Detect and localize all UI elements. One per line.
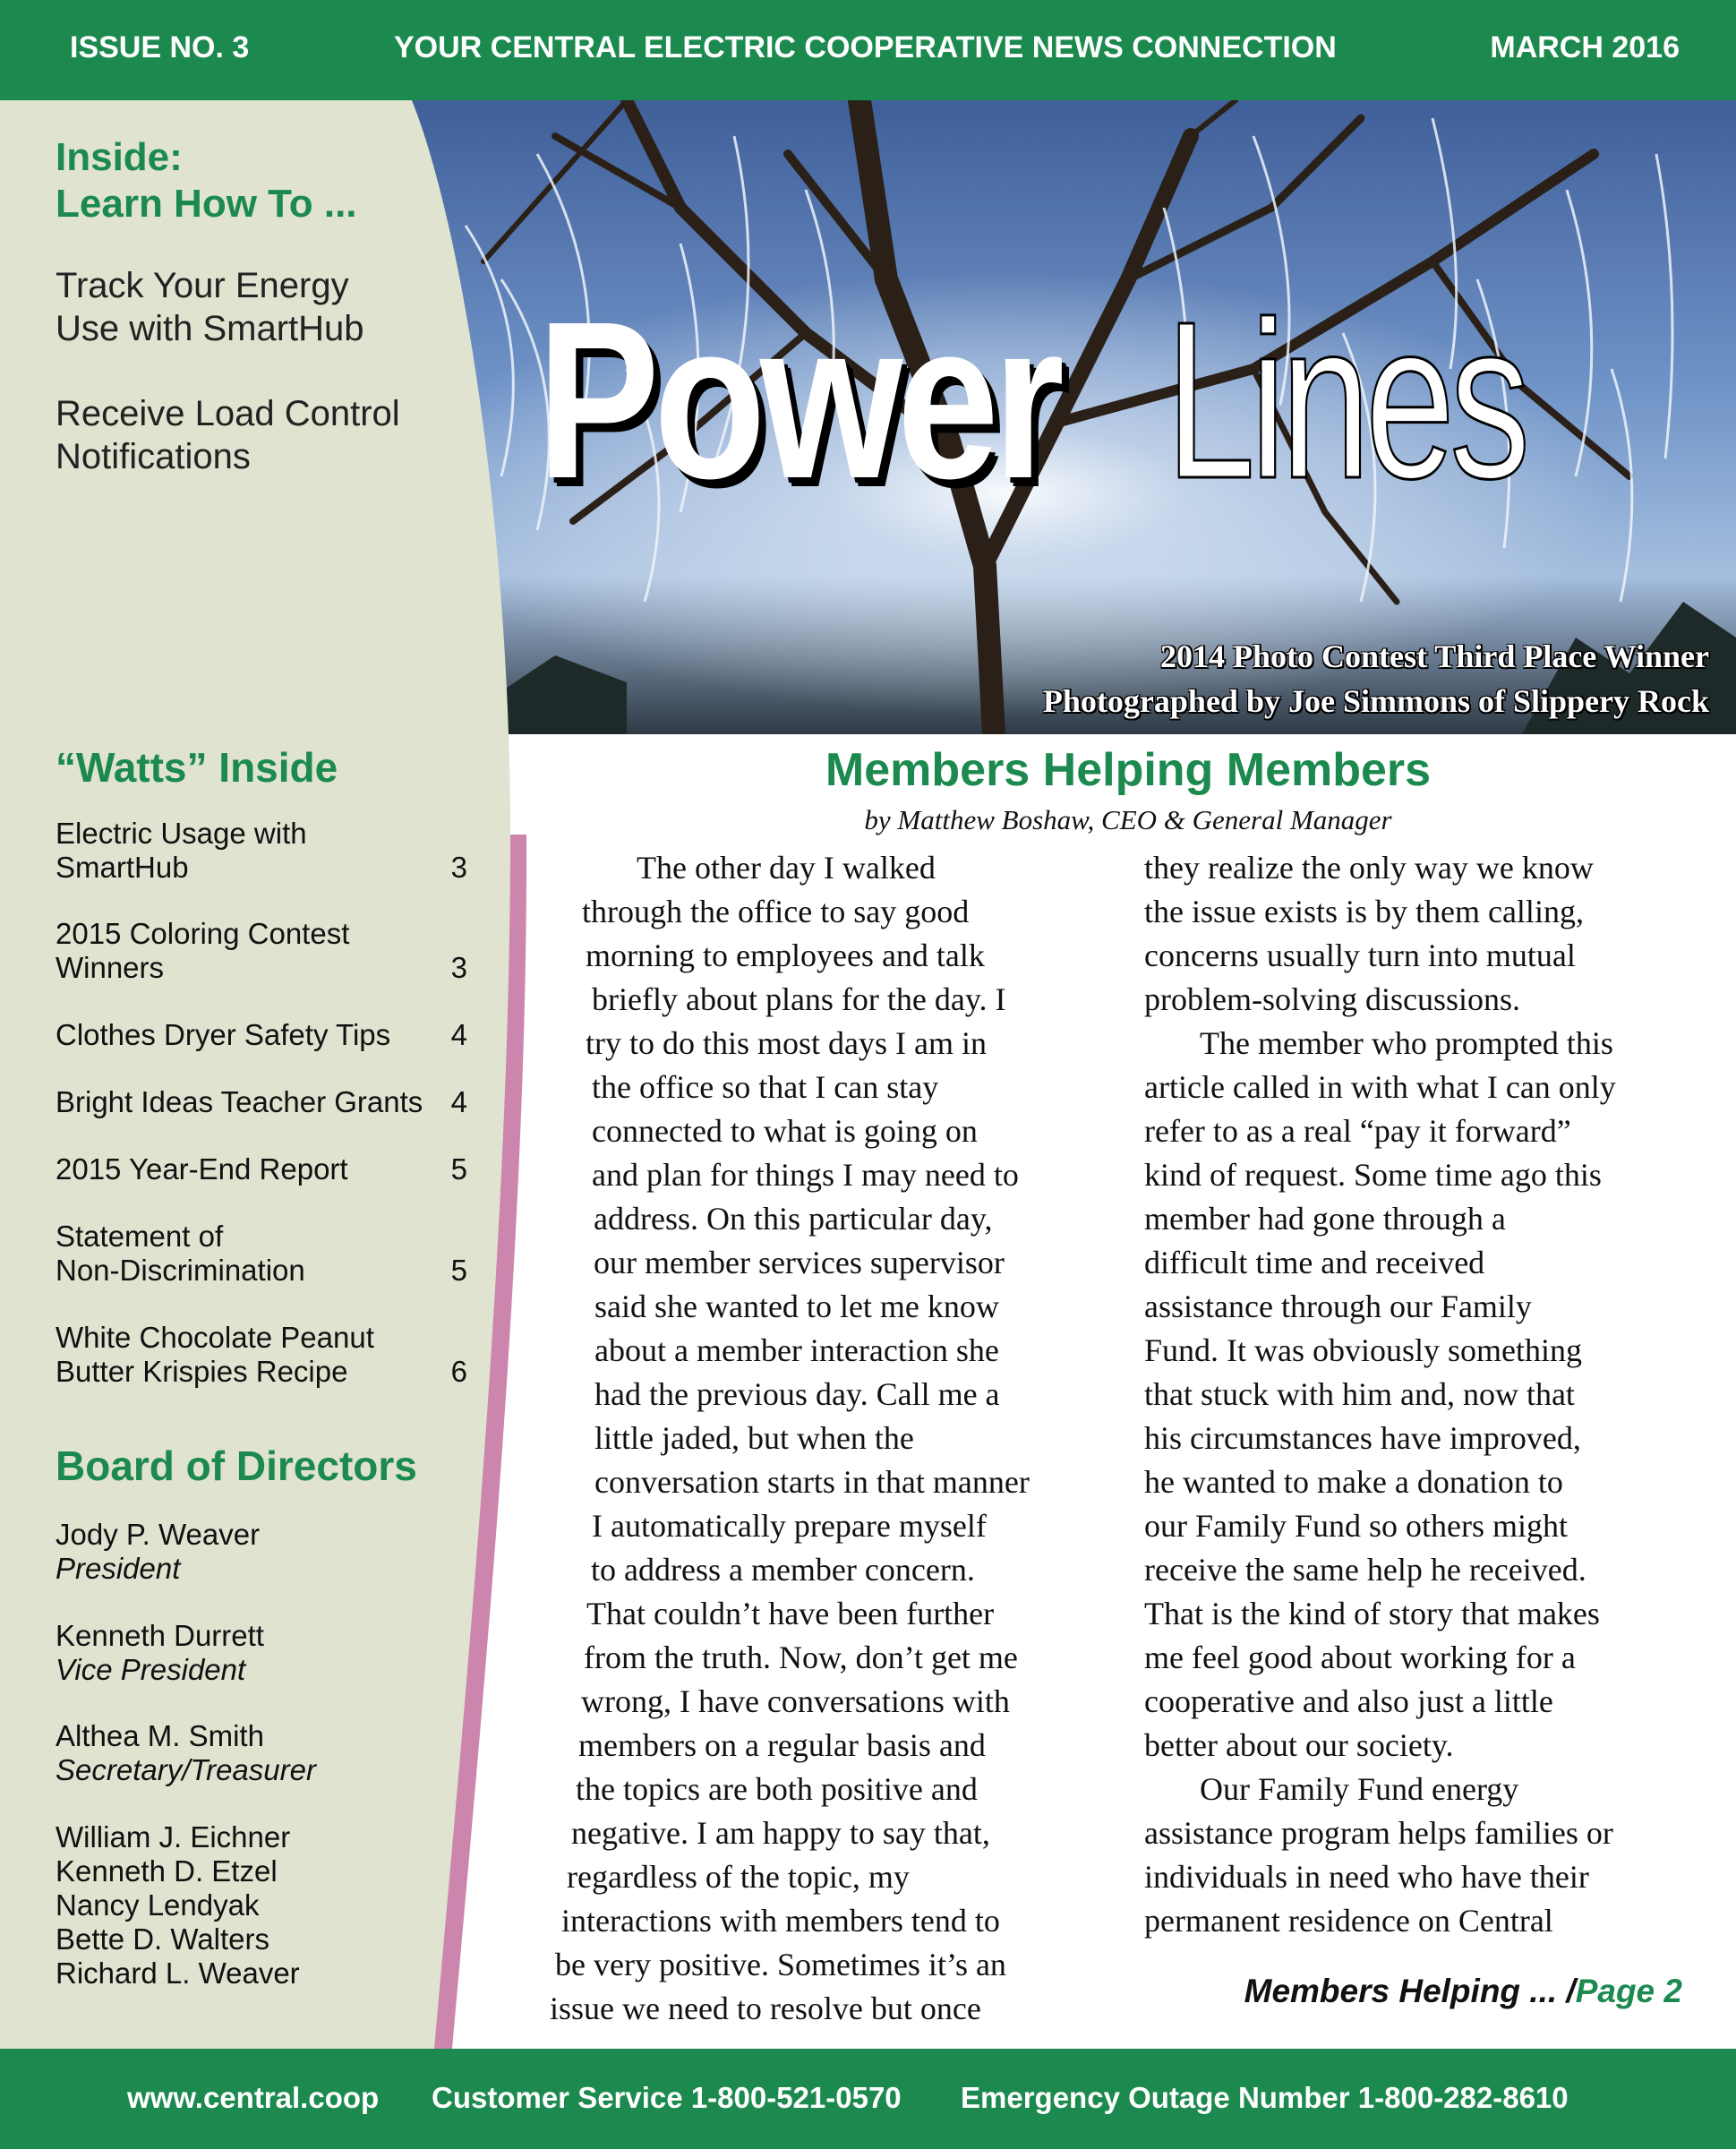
article-line: address. On this particular day, bbox=[594, 1201, 993, 1237]
toc-item[interactable] bbox=[56, 1085, 467, 1119]
article-line: wrong, I have conversations with bbox=[581, 1683, 1010, 1719]
article-line: from the truth. Now, don’t get me bbox=[584, 1640, 1018, 1675]
footer-website[interactable]: www.central.coop bbox=[127, 2081, 380, 2114]
article-line: they realize the only way we know bbox=[1144, 850, 1594, 886]
article-line: the office so that I can stay bbox=[592, 1069, 939, 1105]
article-line: had the previous day. Call me a bbox=[594, 1376, 1000, 1412]
toc-page: 5 bbox=[450, 1152, 467, 1186]
director-name: Nancy Lendyak bbox=[56, 1888, 260, 1922]
article-line: difficult time and received bbox=[1144, 1245, 1485, 1280]
footer-emergency: Emergency Outage Number 1-800-282-8610 bbox=[961, 2081, 1569, 2114]
article-line: refer to as a real “pay it forward” bbox=[1144, 1113, 1571, 1149]
toc-title: Clothes Dryer Safety Tips bbox=[56, 1018, 391, 1051]
article-line: I automatically prepare myself bbox=[592, 1508, 987, 1544]
learn-item[interactable]: Track Your Energy Use with SmartHub bbox=[56, 266, 364, 348]
article-line: assistance program helps families or bbox=[1144, 1815, 1613, 1851]
article-line: and plan for things I may need to bbox=[592, 1157, 1019, 1193]
article-line: to address a member concern. bbox=[591, 1552, 975, 1588]
article-line: negative. I am happy to say that, bbox=[571, 1815, 990, 1851]
article-line: issue we need to resolve but once bbox=[550, 1991, 981, 2026]
article-line: briefly about plans for the day. I bbox=[592, 981, 1006, 1017]
director-name: Bette D. Walters bbox=[56, 1922, 270, 1956]
article-line: problem-solving discussions. bbox=[1144, 981, 1520, 1017]
continued-label: Members Helping ... / bbox=[1244, 1973, 1576, 2009]
toc-item[interactable] bbox=[56, 1152, 467, 1186]
article-line: permanent residence on Central bbox=[1144, 1903, 1553, 1939]
board-officer bbox=[56, 1719, 316, 1787]
article-line: member had gone through a bbox=[1144, 1201, 1506, 1237]
continued-page: Page 2 bbox=[1575, 1973, 1682, 2009]
toc-page: 3 bbox=[450, 851, 467, 884]
masthead-lines: Lines bbox=[1166, 275, 1526, 525]
officer-name: Jody P. Weaver bbox=[56, 1518, 261, 1551]
article-line: said she wanted to let me know bbox=[594, 1289, 999, 1324]
article-line: connected to what is going on bbox=[592, 1113, 978, 1149]
article-line: his circumstances have improved, bbox=[1144, 1420, 1581, 1456]
article-line: try to do this most days I am in bbox=[586, 1025, 987, 1061]
article-line: kind of request. Some time ago this bbox=[1144, 1157, 1602, 1193]
toc-item[interactable] bbox=[56, 1018, 467, 1052]
board-officer bbox=[56, 1518, 260, 1586]
article-line: that stuck with him and, now that bbox=[1144, 1376, 1575, 1412]
article-line: the issue exists is by them calling, bbox=[1144, 894, 1584, 929]
article-line: about a member interaction she bbox=[594, 1332, 999, 1368]
article-line: me feel good about working for a bbox=[1144, 1640, 1576, 1675]
inside-heading-line2: Learn How To ... bbox=[56, 182, 357, 226]
article-line: Fund. It was obviously something bbox=[1144, 1332, 1583, 1368]
continued-on[interactable] bbox=[1244, 1973, 1682, 2010]
toc-item[interactable] bbox=[56, 917, 467, 985]
toc-title: Statement of Non-Discrimination bbox=[56, 1220, 305, 1287]
article-line: he wanted to make a donation to bbox=[1144, 1464, 1563, 1500]
article-line: The member who prompted this bbox=[1200, 1025, 1613, 1061]
director-name: Richard L. Weaver bbox=[56, 1956, 300, 1990]
footer-banner bbox=[0, 2049, 1736, 2149]
article-line: individuals in need who have their bbox=[1144, 1859, 1589, 1895]
inside-heading bbox=[56, 134, 357, 227]
article-line: through the office to say good bbox=[582, 894, 970, 929]
article-byline: by Matthew Boshaw, CEO & General Manager bbox=[864, 804, 1392, 835]
masthead-power: Power bbox=[537, 275, 1059, 525]
article-line: Our Family Fund energy bbox=[1200, 1771, 1519, 1807]
article-line: our Family Fund so others might bbox=[1144, 1508, 1569, 1544]
toc-title: Electric Usage with SmartHub bbox=[56, 817, 307, 884]
toc-page: 6 bbox=[450, 1355, 467, 1388]
officer-role: Vice President bbox=[56, 1653, 246, 1686]
article-line: concerns usually turn into mutual bbox=[1144, 938, 1576, 973]
article-line: The other day I walked bbox=[637, 850, 936, 886]
article-line: be very positive. Sometimes it’s an bbox=[555, 1947, 1006, 1982]
article-line: cooperative and also just a little bbox=[1144, 1683, 1553, 1719]
issue-number: ISSUE NO. 3 bbox=[70, 30, 250, 64]
toc-page: 4 bbox=[450, 1085, 467, 1118]
director-name: Kenneth D. Etzel bbox=[56, 1854, 278, 1888]
board-officer bbox=[56, 1619, 264, 1687]
toc-title: Bright Ideas Teacher Grants bbox=[56, 1085, 423, 1118]
article-line: receive the same help he received. bbox=[1144, 1552, 1586, 1588]
article-line: morning to employees and talk bbox=[586, 938, 985, 973]
officer-name: Althea M. Smith bbox=[56, 1719, 264, 1752]
director-name: William J. Eichner bbox=[56, 1820, 291, 1854]
toc-title: 2015 Year-End Report bbox=[56, 1152, 348, 1186]
article-line: regardless of the topic, my bbox=[567, 1859, 910, 1895]
article-line: interactions with members tend to bbox=[561, 1903, 1000, 1939]
top-banner bbox=[0, 0, 1736, 100]
toc-page: 4 bbox=[450, 1018, 467, 1051]
issue-date: MARCH 2016 bbox=[1490, 30, 1680, 64]
toc-page: 5 bbox=[450, 1254, 467, 1287]
toc-title: White Chocolate Peanut Butter Krispies Recipe bbox=[56, 1321, 374, 1388]
toc-item[interactable] bbox=[56, 1220, 467, 1288]
toc-item[interactable] bbox=[56, 817, 467, 885]
photo-caption-line1: 2014 Photo Contest Third Place Winner bbox=[1159, 638, 1709, 674]
article-line: That is the kind of story that makes bbox=[1144, 1596, 1600, 1631]
article-line: assistance through our Family bbox=[1144, 1289, 1532, 1324]
article-line: better about our society. bbox=[1144, 1727, 1454, 1763]
officer-role: Secretary/Treasurer bbox=[56, 1753, 316, 1786]
toc-title: 2015 Coloring Contest Winners bbox=[56, 917, 350, 984]
article-line: our member services supervisor bbox=[594, 1245, 1005, 1280]
article-line: conversation starts in that manner bbox=[594, 1464, 1030, 1500]
toc-item[interactable] bbox=[56, 1321, 467, 1389]
photo-caption-line2: Photographed by Joe Simmons of Slippery Rock bbox=[1042, 683, 1709, 719]
article-line: article called in with what I can only bbox=[1144, 1069, 1616, 1105]
learn-item[interactable]: Receive Load Control Notifications bbox=[56, 394, 400, 476]
officer-name: Kenneth Durrett bbox=[56, 1619, 264, 1652]
article-line: That couldn’t have been further bbox=[586, 1596, 995, 1631]
footer-customer-service: Customer Service 1-800-521-0570 bbox=[432, 2081, 902, 2114]
article-line: little jaded, but when the bbox=[594, 1420, 914, 1456]
article-column-2 bbox=[1144, 846, 1616, 1943]
officer-role: President bbox=[56, 1552, 181, 1585]
toc-page: 3 bbox=[450, 951, 467, 984]
banner-tagline: YOUR CENTRAL ELECTRIC COOPERATIVE NEWS CONNECTION bbox=[394, 30, 1337, 64]
board-heading: Board of Directors bbox=[56, 1443, 417, 1489]
article-line: the topics are both positive and bbox=[576, 1771, 978, 1807]
board-directors bbox=[56, 1820, 300, 1991]
article-title: Members Helping Members bbox=[825, 744, 1432, 796]
watts-inside-heading: “Watts” Inside bbox=[56, 744, 338, 791]
inside-heading-line1: Inside: bbox=[56, 135, 183, 179]
article-line: members on a regular basis and bbox=[578, 1727, 986, 1763]
